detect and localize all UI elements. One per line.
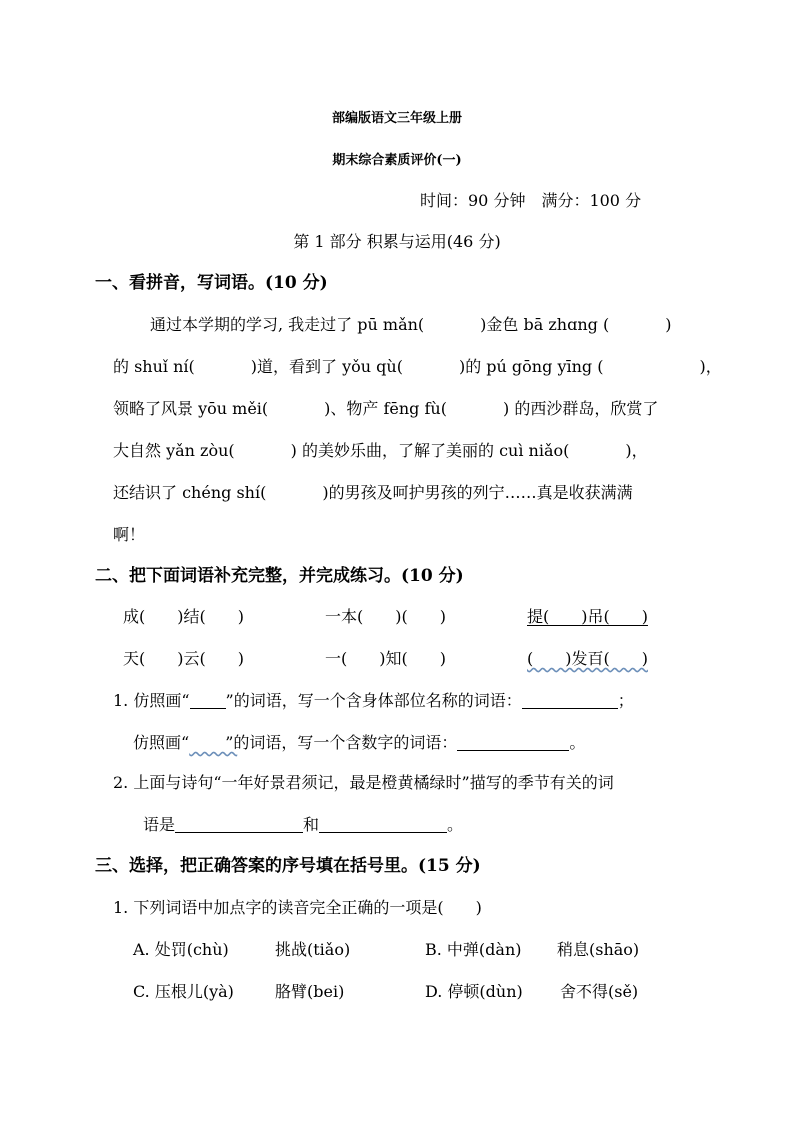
wavy-underline-sample: ​ xyxy=(189,733,238,752)
s3-question-1: 1. 下列词语中加点字的读音完全正确的一项是( ) xyxy=(113,898,482,917)
option-c-1: C. 压根儿(yà) xyxy=(133,982,234,1001)
s2-question-1: 1. 仿照画“ ”的词语，写一个含身体部位名称的词语： ； xyxy=(113,691,634,710)
word-fill-r2c3: ( )发百( ) xyxy=(527,649,648,668)
exam-title: 期末综合素质评价(一) xyxy=(332,153,462,168)
s1-line-1: 通过本学期的学习, 我走过了 pū mǎn( )金色 bā zhɑng ( ) xyxy=(150,315,672,334)
s1-line-6: 啊！ xyxy=(113,525,146,544)
answer-blank-body-part[interactable] xyxy=(522,692,618,709)
word-fill-r1c3: 提( )吊( ) xyxy=(527,607,648,626)
answer-blank-number[interactable] xyxy=(457,734,569,751)
s1-line-2: 的 shuǐ ní( )道，看到了 yǒu qù( )的 pú gōng yīng ( )， xyxy=(113,357,722,376)
word-fill-r1c1: 成( )结( ) xyxy=(123,607,244,626)
s2-question-2b: 语是 和 。 xyxy=(143,815,464,834)
section-1-heading: 一、看拼音，写词语。(10 分) xyxy=(95,273,328,293)
document-title: 部编版语文三年级上册 xyxy=(331,111,462,126)
s2-question-1b: 仿照画“​ ”的词语，写一个含数字的词语： 。 xyxy=(133,733,586,752)
option-d-1: D. 停顿(dùn) xyxy=(425,982,523,1001)
time-score-info: 时间：90 分钟 满分：100 分 xyxy=(420,191,642,210)
word-fill-r2c2: 一( )知( ) xyxy=(325,649,446,668)
option-b-2: 稍息(shāo) xyxy=(557,940,640,959)
option-d-2: 舍不得(sě) xyxy=(560,982,639,1001)
option-a-2: 挑战(tiǎo) xyxy=(275,940,351,959)
section-3-heading: 三、选择，把正确答案的序号填在括号里。(15 分) xyxy=(95,856,481,876)
straight-underline-sample xyxy=(190,692,226,709)
s2-question-2: 2. 上面与诗句“一年好景君须记，最是橙黄橘绿时”描写的季节有关的词 xyxy=(113,773,614,792)
s1-line-4: 大自然 yǎn zòu( ) 的美妙乐曲，了解了美丽的 cuì niǎo( )， xyxy=(113,441,648,460)
option-b-1: B. 中弹(dàn) xyxy=(425,940,522,959)
option-a-1: A. 处罚(chù) xyxy=(133,940,229,959)
option-c-2: 胳臂(bei) xyxy=(275,982,345,1001)
answer-blank-season-2[interactable] xyxy=(319,816,447,833)
word-fill-r2c1: 天( )云( ) xyxy=(123,649,244,668)
s1-line-3: 领略了风景 yōu měi( )、物产 fēng fù( ) 的西沙群岛，欣赏了 xyxy=(113,399,659,418)
answer-blank-season-1[interactable] xyxy=(175,816,303,833)
part-title: 第 1 部分 积累与运用(46 分) xyxy=(293,232,501,251)
section-2-heading: 二、把下面词语补充完整，并完成练习。(10 分) xyxy=(95,566,464,586)
word-fill-r1c2: 一本( )( ) xyxy=(325,607,446,626)
s1-line-5: 还结识了 chéng shí( )的男孩及呵护男孩的列宁……真是收获满满 xyxy=(113,483,633,502)
